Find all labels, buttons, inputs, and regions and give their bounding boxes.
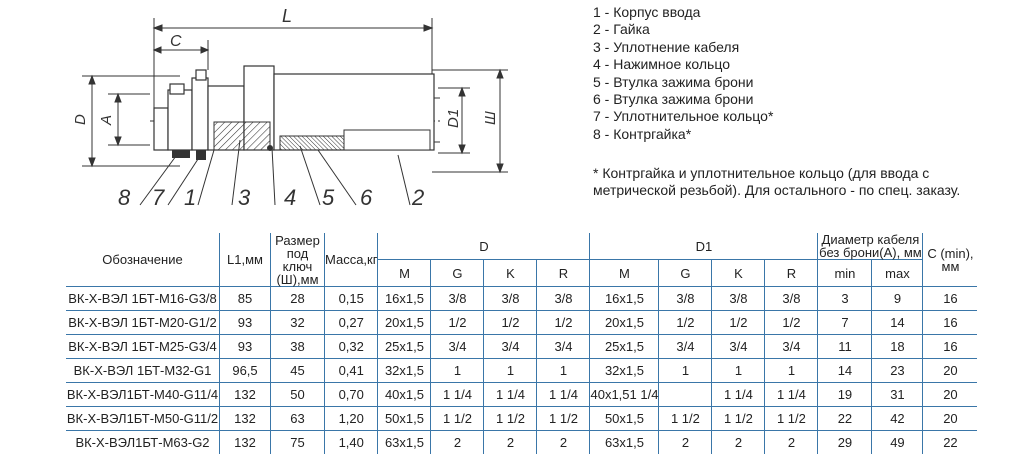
subheader-d1-k: K [712,260,765,287]
table-cell: 2 [765,431,818,455]
table-cell: 1 1/4 [431,383,484,407]
subheader-d-r: R [537,260,590,287]
callout-4: 4 [284,185,297,210]
table-cell: 1 1/2 [537,407,590,431]
table-cell: 45 [271,359,325,383]
table-cell: 1/2 [712,311,765,335]
table-cell: 1 1/4 [537,383,590,407]
table-cell: 1/2 [431,311,484,335]
dim-label-d1: D1 [445,108,462,128]
table-cell: ВК-Х-ВЭЛ1БТ-М50-G11/2 [66,407,220,431]
table-cell: 63x1,5 [378,431,431,455]
table-cell: 40x1,5 [378,383,431,407]
table-cell: 3/8 [537,287,590,311]
table-cell: 0,70 [325,383,378,407]
table-cell: 31 [872,383,923,407]
table-cell: ВК-Х-ВЭЛ 1БТ-М25-G3/4 [66,335,220,359]
table-cell: 1 1/2 [484,407,537,431]
technical-drawing [0,0,580,228]
table-row [66,287,977,311]
table-row [66,431,977,455]
table-cell: 25x1,5 [590,335,659,359]
table-cell: 3/8 [484,287,537,311]
table-cell: 1 1/4 [712,383,765,407]
table-cell: 93 [220,335,271,359]
table-row [66,383,977,407]
table-cell: 132 [220,407,271,431]
table-cell: 20 [923,359,978,383]
callout-8: 8 [118,185,131,210]
table-cell: 50 [271,383,325,407]
table-cell: 3/8 [765,287,818,311]
table-cell: 3/4 [712,335,765,359]
table-cell: 19 [818,383,872,407]
legend-item: 2 - Гайка [593,21,650,38]
footnote: * Контргайка и уплотнительное кольцо (для ввода с метрической резьбой). Для остального - по спец. заказу. [593,165,961,199]
table-cell: 0,15 [325,287,378,311]
table-cell: 32x1,5 [378,359,431,383]
table-cell: 1 [431,359,484,383]
table-cell: ВК-Х-ВЭЛ1БТ-М40-G11/4 [66,383,220,407]
table-cell: 32x1,5 [590,359,659,383]
table-cell: 16x1,5 [590,287,659,311]
header-key-size: Размер под ключ (Ш),мм [271,233,325,287]
dim-label-a: A [98,114,115,125]
legend-item: 3 - Уплотнение кабеля [593,38,740,55]
dim-label-l: L [282,6,293,26]
legend-item: 4 - Нажимное кольцо [593,56,730,73]
table-cell: 0,41 [325,359,378,383]
table-cell: ВК-Х-ВЭЛ 1БТ-М20-G1/2 [66,311,220,335]
table-cell: 16 [923,335,978,359]
table-row [66,359,977,383]
table-cell: 1/2 [537,311,590,335]
table-cell: 28 [271,287,325,311]
table-cell: 75 [271,431,325,455]
table-cell: 1 1/2 [765,407,818,431]
table-cell: 2 [484,431,537,455]
header-name: Обозначение [66,233,220,287]
table-cell: 18 [872,335,923,359]
table-cell: 16 [923,287,978,311]
table-row [66,407,977,431]
table-cell: 1 [765,359,818,383]
dim-label-c: C [170,33,182,50]
table-cell: 16x1,5 [378,287,431,311]
parts-legend [593,4,773,143]
table-cell: 0,32 [325,335,378,359]
table-cell: 50x1,5 [378,407,431,431]
table-cell: 1/2 [659,311,712,335]
callout-1: 1 [184,185,197,210]
table-cell: 3/8 [712,287,765,311]
table-cell: 93 [220,311,271,335]
table-cell: 3/8 [659,287,712,311]
legend-item: 5 - Втулка зажима брони [593,73,754,90]
table-cell: 32 [271,311,325,335]
table-cell: 29 [818,431,872,455]
table-row [66,335,977,359]
table-cell: 16 [923,311,978,335]
table-cell: 3 [818,287,872,311]
table-cell: 1/2 [765,311,818,335]
subheader-d-m: M [378,260,431,287]
table-cell: 9 [872,287,923,311]
table-cell: 132 [220,431,271,455]
table-cell: 2 [431,431,484,455]
table-cell: 3/4 [431,335,484,359]
table-cell: 22 [923,431,978,455]
table-cell: 38 [271,335,325,359]
table-cell: ВК-Х-ВЭЛ 1БТ-М32-G1 [66,359,220,383]
table-cell: 3/4 [659,335,712,359]
table-cell: 42 [872,407,923,431]
spec-table [66,233,977,454]
table-cell: 2 [537,431,590,455]
callout-7: 7 [152,185,165,210]
legend-item: 7 - Уплотнительное кольцо* [593,108,774,125]
table-cell [659,383,712,407]
table-cell: 50x1,5 [590,407,659,431]
table-cell: 2 [659,431,712,455]
dim-label-d: D [72,114,89,125]
table-cell: 1,20 [325,407,378,431]
legend-item: 1 - Корпус ввода [593,4,701,20]
callout-2: 2 [412,185,425,210]
table-cell: 1 [484,359,537,383]
table-cell: 1 [659,359,712,383]
table-cell: 1/2 [484,311,537,335]
table-cell: 3/8 [431,287,484,311]
callout-5: 5 [322,185,335,210]
subheader-d1-r: R [765,260,818,287]
table-cell: 1,40 [325,431,378,455]
table-cell: 25x1,5 [378,335,431,359]
table-cell: ВК-Х-ВЭЛ 1БТ-М16-G3/8 [66,287,220,311]
table-cell: 23 [872,359,923,383]
table-cell: 1 1/2 [659,407,712,431]
table-cell: 14 [872,311,923,335]
legend-item: 6 - Втулка зажима брони [593,91,754,108]
table-cell: 7 [818,311,872,335]
table-cell: 132 [220,383,271,407]
subheader-d1-m: M [590,260,659,287]
table-cell: 22 [818,407,872,431]
table-cell: 1 1/2 [431,407,484,431]
legend-item: 8 - Контргайка* [593,125,692,142]
table-cell: 1 1/2 [712,407,765,431]
header-l1: L1,мм [220,233,271,287]
table-cell: 20x1,5 [378,311,431,335]
subheader-min: min [818,260,872,287]
table-cell: 96,5 [220,359,271,383]
table-cell: 3/4 [484,335,537,359]
table-cell: 20 [923,407,978,431]
table-cell: 2 [712,431,765,455]
table-cell: 20 [923,383,978,407]
table-cell: 1 1/4 [484,383,537,407]
table-cell: 1 1/4 [765,383,818,407]
header-c-min: С (min), мм [923,233,978,287]
table-cell: 3/4 [765,335,818,359]
subheader-max: max [872,260,923,287]
spec-table-body [66,287,977,455]
table-cell: 14 [818,359,872,383]
subheader-d-g: G [431,260,484,287]
table-cell: 85 [220,287,271,311]
table-cell: 63x1,5 [590,431,659,455]
table-cell: ВК-Х-ВЭЛ1БТ-М63-G2 [66,431,220,455]
subheader-d1-g: G [659,260,712,287]
header-cable-diameter: Диаметр кабеля без брони(А), мм [819,232,922,260]
header-d: D [378,233,590,260]
table-cell: 20x1,5 [590,311,659,335]
dim-label-sh: Ш [482,111,499,125]
header-mass: Масса,кг [325,233,378,287]
table-row [66,311,977,335]
table-cell: 3/4 [537,335,590,359]
header-d1: D1 [590,233,818,260]
table-cell: 40x1,51 1/4 [590,383,659,407]
subheader-d-k: K [484,260,537,287]
table-cell: 1 [712,359,765,383]
callout-6: 6 [360,185,373,210]
callout-3: 3 [238,185,251,210]
table-cell: 0,27 [325,311,378,335]
table-cell: 63 [271,407,325,431]
table-cell: 1 [537,359,590,383]
table-cell: 11 [818,335,872,359]
table-cell: 49 [872,431,923,455]
